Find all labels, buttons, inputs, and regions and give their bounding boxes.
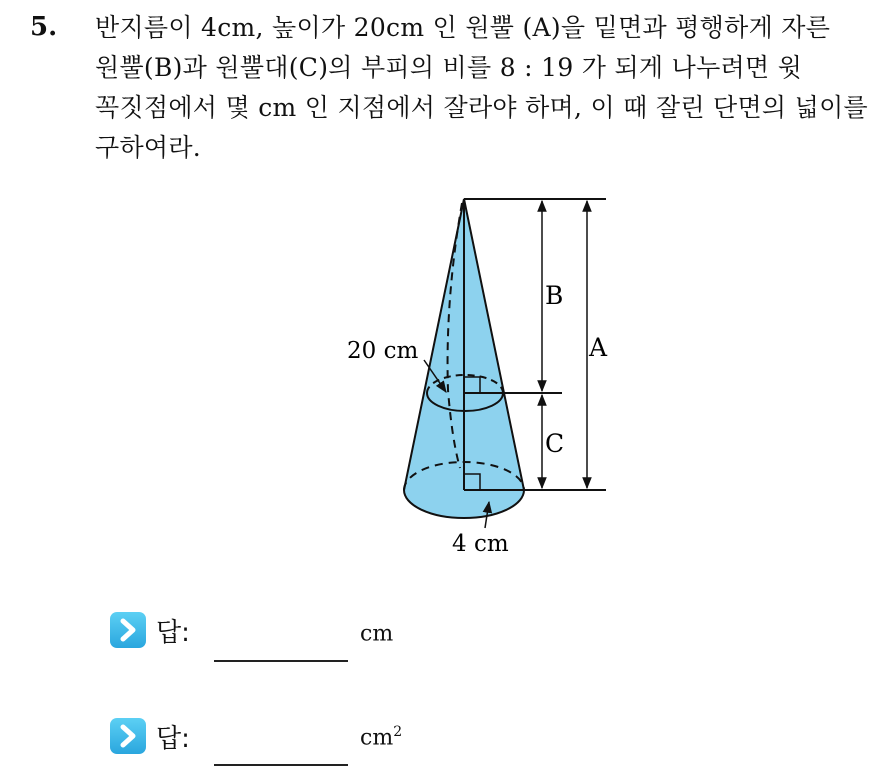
height-label: 20 cm [347, 338, 419, 364]
question-line: 꼭짓점에서 몇 cm 인 지점에서 잘라야 하며, 이 때 잘린 단면의 넓이를 [95, 93, 868, 122]
label-c: C [545, 429, 565, 458]
label-a: A [589, 333, 608, 362]
answer-unit: $cm^2$ [360, 724, 403, 751]
label-b: B [545, 281, 564, 310]
answer-unit: cm [360, 621, 394, 647]
chevron-right-icon [110, 612, 146, 648]
answer-label: 답: [156, 618, 190, 648]
chevron-right-icon [110, 718, 146, 754]
answer-blank[interactable] [214, 660, 348, 662]
radius-label: 4 cm [452, 531, 509, 557]
question-text [95, 8, 868, 168]
question-line: 구하여라. [95, 133, 202, 162]
question-line: 반지름이 4cm, 높이가 20cm 인 원뿔 (A)을 밑면과 평행하게 자른 [95, 13, 831, 42]
answer-label: 답: [156, 724, 190, 754]
answer-blank[interactable] [214, 764, 348, 766]
question-number: 5. [30, 12, 58, 42]
question-line: 원뿔(B)과 원뿔대(C)의 부피의 비를 8 : 19 가 되게 나누려면 윗 [95, 53, 803, 82]
cone-figure [330, 185, 630, 565]
